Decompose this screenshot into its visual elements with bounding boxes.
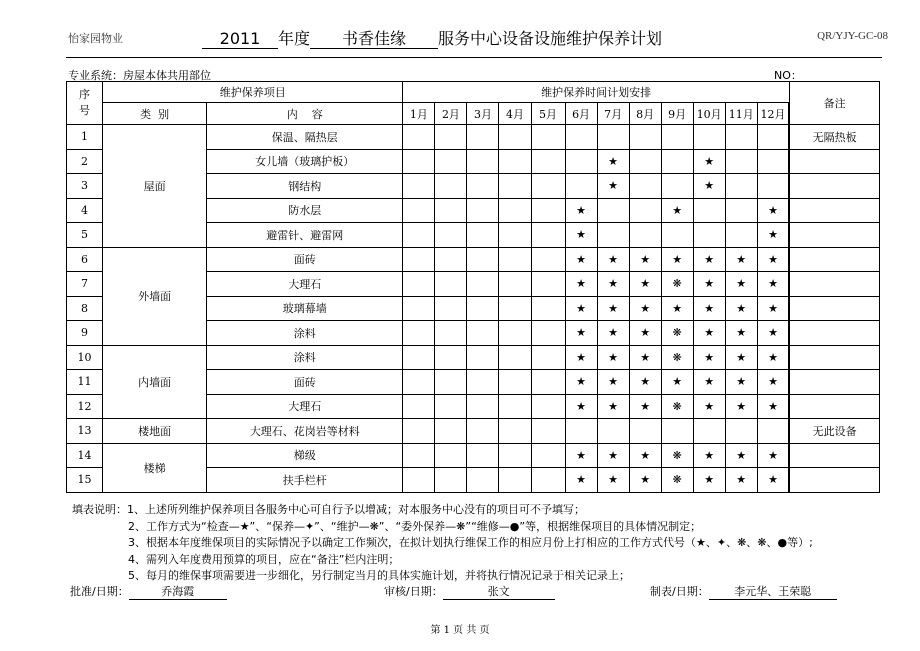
row-remark: 无此设备 xyxy=(789,419,879,444)
month-mark xyxy=(403,272,435,297)
month-mark: ★ xyxy=(693,370,725,395)
table-row xyxy=(67,125,880,150)
month-mark: ★ xyxy=(693,296,725,321)
month-mark xyxy=(499,272,531,297)
month-header: 7月 xyxy=(597,103,629,125)
month-mark: ★ xyxy=(693,345,725,370)
month-mark xyxy=(531,345,565,370)
month-mark: ★ xyxy=(565,370,597,395)
month-mark xyxy=(531,394,565,419)
month-mark: ★ xyxy=(757,468,789,493)
month-mark: ❋ xyxy=(661,272,693,297)
month-mark xyxy=(725,149,757,174)
month-mark xyxy=(629,419,661,444)
row-content: 避雷针、避雷网 xyxy=(207,223,403,248)
head-content: 内 容 xyxy=(207,103,403,125)
maintenance-plan-table xyxy=(66,81,880,493)
row-remark: 无隔热板 xyxy=(789,125,879,150)
month-mark xyxy=(403,419,435,444)
month-mark xyxy=(693,419,725,444)
row-number: 4 xyxy=(67,198,103,223)
month-mark: ★ xyxy=(661,198,693,223)
month-mark: ❋ xyxy=(661,394,693,419)
month-mark xyxy=(693,125,725,150)
row-content: 扶手栏杆 xyxy=(207,468,403,493)
month-mark xyxy=(403,174,435,199)
header-row-1 xyxy=(67,82,880,103)
month-mark xyxy=(725,198,757,223)
month-mark xyxy=(403,198,435,223)
row-content: 涂料 xyxy=(207,321,403,346)
row-number: 13 xyxy=(67,419,103,444)
note-line: 5、每月的维保事项需要进一步细化，另行制定当月的具体实施计划，并将执行情况记录于相关记录上； xyxy=(128,569,630,582)
month-mark xyxy=(531,272,565,297)
month-mark xyxy=(435,419,467,444)
month-mark xyxy=(499,419,531,444)
row-remark xyxy=(789,345,879,370)
row-remark xyxy=(789,174,879,199)
month-header: 4月 xyxy=(499,103,531,125)
review-label: 审核/日期： xyxy=(384,585,443,598)
month-mark xyxy=(629,125,661,150)
month-mark xyxy=(661,174,693,199)
month-mark xyxy=(757,419,789,444)
month-mark: ★ xyxy=(565,394,597,419)
month-mark xyxy=(499,198,531,223)
head-remark: 备注 xyxy=(789,82,879,125)
month-mark xyxy=(597,223,629,248)
month-mark: ★ xyxy=(629,296,661,321)
month-mark: ★ xyxy=(629,468,661,493)
month-mark xyxy=(725,223,757,248)
note-line: 3、根据本年度维保项目的实际情况予以确定工作频次，在拟计划执行维保工作的相应月份上打相应的工作方式代号（★、✦、❋、❋、●等）; xyxy=(128,536,813,549)
month-mark: ★ xyxy=(757,394,789,419)
month-mark xyxy=(435,296,467,321)
month-mark xyxy=(757,125,789,150)
month-mark xyxy=(467,370,499,395)
row-content: 面砖 xyxy=(207,370,403,395)
month-mark xyxy=(435,174,467,199)
month-mark: ★ xyxy=(693,174,725,199)
month-mark xyxy=(435,370,467,395)
row-number: 9 xyxy=(67,321,103,346)
month-mark xyxy=(435,443,467,468)
month-mark xyxy=(467,394,499,419)
row-content: 大理石 xyxy=(207,272,403,297)
month-mark xyxy=(499,468,531,493)
row-number: 7 xyxy=(67,272,103,297)
month-mark: ★ xyxy=(629,443,661,468)
month-mark xyxy=(565,174,597,199)
review-signature xyxy=(384,583,555,600)
row-category: 楼地面 xyxy=(103,419,207,444)
month-mark xyxy=(467,223,499,248)
month-mark xyxy=(403,296,435,321)
row-number: 5 xyxy=(67,223,103,248)
month-mark xyxy=(467,149,499,174)
row-content: 涂料 xyxy=(207,345,403,370)
row-content: 大理石 xyxy=(207,394,403,419)
month-mark xyxy=(435,394,467,419)
row-content: 保温、隔热层 xyxy=(207,125,403,150)
row-remark xyxy=(789,370,879,395)
month-mark xyxy=(467,272,499,297)
month-mark xyxy=(531,247,565,272)
month-mark xyxy=(531,443,565,468)
month-header: 3月 xyxy=(467,103,499,125)
month-mark xyxy=(531,198,565,223)
month-mark: ★ xyxy=(693,149,725,174)
row-content: 防水层 xyxy=(207,198,403,223)
month-mark: ★ xyxy=(629,370,661,395)
month-header: 8月 xyxy=(629,103,661,125)
month-mark: ❋ xyxy=(661,443,693,468)
month-mark: ★ xyxy=(725,394,757,419)
month-mark: ★ xyxy=(757,223,789,248)
title-year-suffix: 年度 xyxy=(278,29,311,48)
month-mark xyxy=(629,223,661,248)
month-mark xyxy=(661,419,693,444)
page-footer: 第 1 页 共 页 xyxy=(430,625,490,636)
month-mark xyxy=(467,247,499,272)
row-number: 1 xyxy=(67,125,103,150)
month-mark: ★ xyxy=(725,321,757,346)
month-mark: ★ xyxy=(757,443,789,468)
month-mark xyxy=(499,370,531,395)
month-mark: ★ xyxy=(597,468,629,493)
row-number: 8 xyxy=(67,296,103,321)
row-category: 外墙面 xyxy=(103,247,207,345)
month-mark xyxy=(403,247,435,272)
month-mark xyxy=(531,296,565,321)
table-row xyxy=(67,247,880,272)
prepare-signature xyxy=(650,583,837,600)
month-mark xyxy=(629,149,661,174)
month-mark xyxy=(499,321,531,346)
row-category: 楼梯 xyxy=(103,443,207,492)
table-row xyxy=(67,443,880,468)
prepare-name: 李元华、王荣聪 xyxy=(709,583,837,600)
month-mark xyxy=(499,223,531,248)
month-mark: ★ xyxy=(629,272,661,297)
month-mark xyxy=(403,370,435,395)
month-mark xyxy=(725,125,757,150)
month-mark xyxy=(467,321,499,346)
month-mark xyxy=(467,198,499,223)
month-mark xyxy=(403,443,435,468)
row-category: 屋面 xyxy=(103,125,207,248)
month-mark: ★ xyxy=(757,272,789,297)
month-mark: ★ xyxy=(597,370,629,395)
row-number: 10 xyxy=(67,345,103,370)
row-content: 梯级 xyxy=(207,443,403,468)
month-header: 1月 xyxy=(403,103,435,125)
row-number: 2 xyxy=(67,149,103,174)
note-line: 4、需列入年度费用预算的项目，应在“备注”栏内注明； xyxy=(128,552,400,566)
system-label: 专业系统：房屋本体共用部位 xyxy=(68,69,211,82)
month-mark xyxy=(403,223,435,248)
month-mark xyxy=(693,198,725,223)
review-name: 张文 xyxy=(443,583,555,600)
month-mark xyxy=(403,394,435,419)
table-row xyxy=(67,419,880,444)
month-mark xyxy=(531,321,565,346)
month-mark: ★ xyxy=(725,272,757,297)
no-label: NO： xyxy=(774,69,802,82)
month-mark: ★ xyxy=(757,198,789,223)
month-mark xyxy=(565,149,597,174)
month-mark xyxy=(531,149,565,174)
month-mark xyxy=(499,394,531,419)
month-mark: ★ xyxy=(693,394,725,419)
month-mark: ★ xyxy=(757,321,789,346)
month-mark xyxy=(693,223,725,248)
month-mark xyxy=(435,272,467,297)
month-mark: ★ xyxy=(565,321,597,346)
month-mark xyxy=(499,296,531,321)
month-mark: ★ xyxy=(565,272,597,297)
month-mark xyxy=(499,247,531,272)
month-mark: ★ xyxy=(597,272,629,297)
month-mark xyxy=(499,174,531,199)
head-schedule: 维护保养时间计划安排 xyxy=(403,82,789,103)
month-header: 2月 xyxy=(435,103,467,125)
month-mark xyxy=(661,125,693,150)
month-mark: ★ xyxy=(757,296,789,321)
row-category: 内墙面 xyxy=(103,345,207,419)
month-mark: ★ xyxy=(661,296,693,321)
month-mark: ★ xyxy=(629,321,661,346)
month-mark xyxy=(565,125,597,150)
month-mark xyxy=(565,419,597,444)
month-mark xyxy=(435,468,467,493)
month-mark: ★ xyxy=(757,247,789,272)
month-mark: ★ xyxy=(725,247,757,272)
month-mark: ★ xyxy=(597,345,629,370)
month-mark: ★ xyxy=(725,468,757,493)
month-mark: ★ xyxy=(725,370,757,395)
month-mark: ★ xyxy=(693,468,725,493)
month-mark xyxy=(403,321,435,346)
month-mark xyxy=(435,247,467,272)
row-remark xyxy=(789,394,879,419)
row-remark xyxy=(789,296,879,321)
approve-label: 批准/日期： xyxy=(70,585,129,598)
month-mark xyxy=(467,443,499,468)
row-remark xyxy=(789,198,879,223)
month-mark xyxy=(403,345,435,370)
month-mark: ★ xyxy=(757,370,789,395)
month-mark xyxy=(435,345,467,370)
row-content: 钢结构 xyxy=(207,174,403,199)
month-mark: ★ xyxy=(597,321,629,346)
month-header: 5月 xyxy=(531,103,565,125)
month-mark xyxy=(467,125,499,150)
month-mark xyxy=(403,125,435,150)
row-number: 12 xyxy=(67,394,103,419)
row-content: 玻璃幕墙 xyxy=(207,296,403,321)
month-mark: ★ xyxy=(629,394,661,419)
month-mark: ★ xyxy=(661,370,693,395)
month-mark: ★ xyxy=(597,174,629,199)
month-mark: ★ xyxy=(597,394,629,419)
month-mark: ★ xyxy=(597,247,629,272)
month-mark: ★ xyxy=(629,345,661,370)
month-mark xyxy=(499,345,531,370)
month-mark: ★ xyxy=(597,149,629,174)
row-content: 面砖 xyxy=(207,247,403,272)
row-remark xyxy=(789,321,879,346)
month-mark: ★ xyxy=(597,443,629,468)
month-mark: ★ xyxy=(597,296,629,321)
month-mark xyxy=(597,419,629,444)
month-mark: ★ xyxy=(693,321,725,346)
month-mark xyxy=(725,419,757,444)
month-header: 6月 xyxy=(565,103,597,125)
title-rest: 服务中心设备设施维护保养计划 xyxy=(438,29,663,48)
month-mark: ★ xyxy=(565,223,597,248)
month-mark xyxy=(435,125,467,150)
month-mark xyxy=(531,223,565,248)
head-seq: 序号 xyxy=(67,82,103,125)
month-mark xyxy=(661,149,693,174)
month-mark xyxy=(403,149,435,174)
month-mark xyxy=(757,174,789,199)
row-remark xyxy=(789,149,879,174)
row-remark xyxy=(789,247,879,272)
header-divider xyxy=(66,57,882,58)
row-content: 女儿墙（玻璃护板） xyxy=(207,149,403,174)
month-mark: ★ xyxy=(565,198,597,223)
month-mark: ❋ xyxy=(661,345,693,370)
month-mark xyxy=(435,223,467,248)
note-line: 2、工作方式为“检查—★”、“保养—✦”、“维护—❋”、“委外保养—❋”“维修—●”等，根据维保项目的具体情况制定； xyxy=(128,519,702,533)
month-mark xyxy=(499,149,531,174)
month-mark xyxy=(597,198,629,223)
row-remark xyxy=(789,468,879,493)
month-mark xyxy=(531,419,565,444)
approve-name: 乔海霞 xyxy=(129,583,227,600)
month-mark xyxy=(435,149,467,174)
month-mark xyxy=(435,321,467,346)
instructions xyxy=(72,502,813,585)
month-mark: ★ xyxy=(629,247,661,272)
row-number: 11 xyxy=(67,370,103,395)
title-project: 书香佳缘 xyxy=(310,30,438,49)
month-mark: ★ xyxy=(725,345,757,370)
month-mark xyxy=(629,174,661,199)
month-mark: ★ xyxy=(565,296,597,321)
row-remark xyxy=(789,272,879,297)
doc-code: QR/YJY-GC-08 xyxy=(817,30,888,42)
month-mark xyxy=(757,149,789,174)
page-title xyxy=(202,26,662,49)
head-category: 类 别 xyxy=(103,103,207,125)
month-mark xyxy=(467,345,499,370)
month-mark: ★ xyxy=(565,247,597,272)
month-mark xyxy=(597,125,629,150)
header-row-2 xyxy=(67,103,880,125)
row-content: 大理石、花岗岩等材料 xyxy=(207,419,403,444)
row-number: 15 xyxy=(67,468,103,493)
month-mark xyxy=(531,125,565,150)
month-mark: ★ xyxy=(693,443,725,468)
month-mark: ★ xyxy=(565,345,597,370)
head-item: 维护保养项目 xyxy=(103,82,403,103)
month-mark: ★ xyxy=(725,443,757,468)
month-mark xyxy=(661,223,693,248)
month-mark xyxy=(725,174,757,199)
month-header: 10月 xyxy=(693,103,725,125)
row-remark xyxy=(789,443,879,468)
row-number: 6 xyxy=(67,247,103,272)
month-header: 12月 xyxy=(757,103,789,125)
month-mark: ★ xyxy=(725,296,757,321)
month-mark: ❋ xyxy=(661,321,693,346)
month-mark: ★ xyxy=(757,345,789,370)
row-number: 14 xyxy=(67,443,103,468)
month-mark: ★ xyxy=(565,443,597,468)
month-mark xyxy=(629,198,661,223)
table-row xyxy=(67,345,880,370)
row-remark xyxy=(789,223,879,248)
month-mark: ★ xyxy=(693,272,725,297)
month-mark: ★ xyxy=(661,247,693,272)
month-mark xyxy=(531,468,565,493)
month-mark xyxy=(531,174,565,199)
month-mark xyxy=(499,443,531,468)
row-number: 3 xyxy=(67,174,103,199)
month-mark xyxy=(467,468,499,493)
month-header: 9月 xyxy=(661,103,693,125)
month-mark xyxy=(467,296,499,321)
month-mark: ★ xyxy=(565,468,597,493)
title-year: 2011 xyxy=(202,30,278,49)
month-mark xyxy=(499,125,531,150)
month-mark xyxy=(403,468,435,493)
note-line: 填表说明：1、上述所列维护保养项目各服务中心可自行予以增减；对本服务中心没有的项目可不予填写； xyxy=(72,503,585,516)
month-mark: ★ xyxy=(693,247,725,272)
prepare-label: 制表/日期： xyxy=(650,585,709,598)
month-header: 11月 xyxy=(725,103,757,125)
company-name: 怡家园物业 xyxy=(68,32,123,45)
month-mark xyxy=(435,198,467,223)
approve-signature xyxy=(70,583,227,600)
month-mark: ❋ xyxy=(661,468,693,493)
month-mark xyxy=(467,174,499,199)
plan-body xyxy=(67,125,880,493)
month-mark xyxy=(531,370,565,395)
month-mark xyxy=(467,419,499,444)
